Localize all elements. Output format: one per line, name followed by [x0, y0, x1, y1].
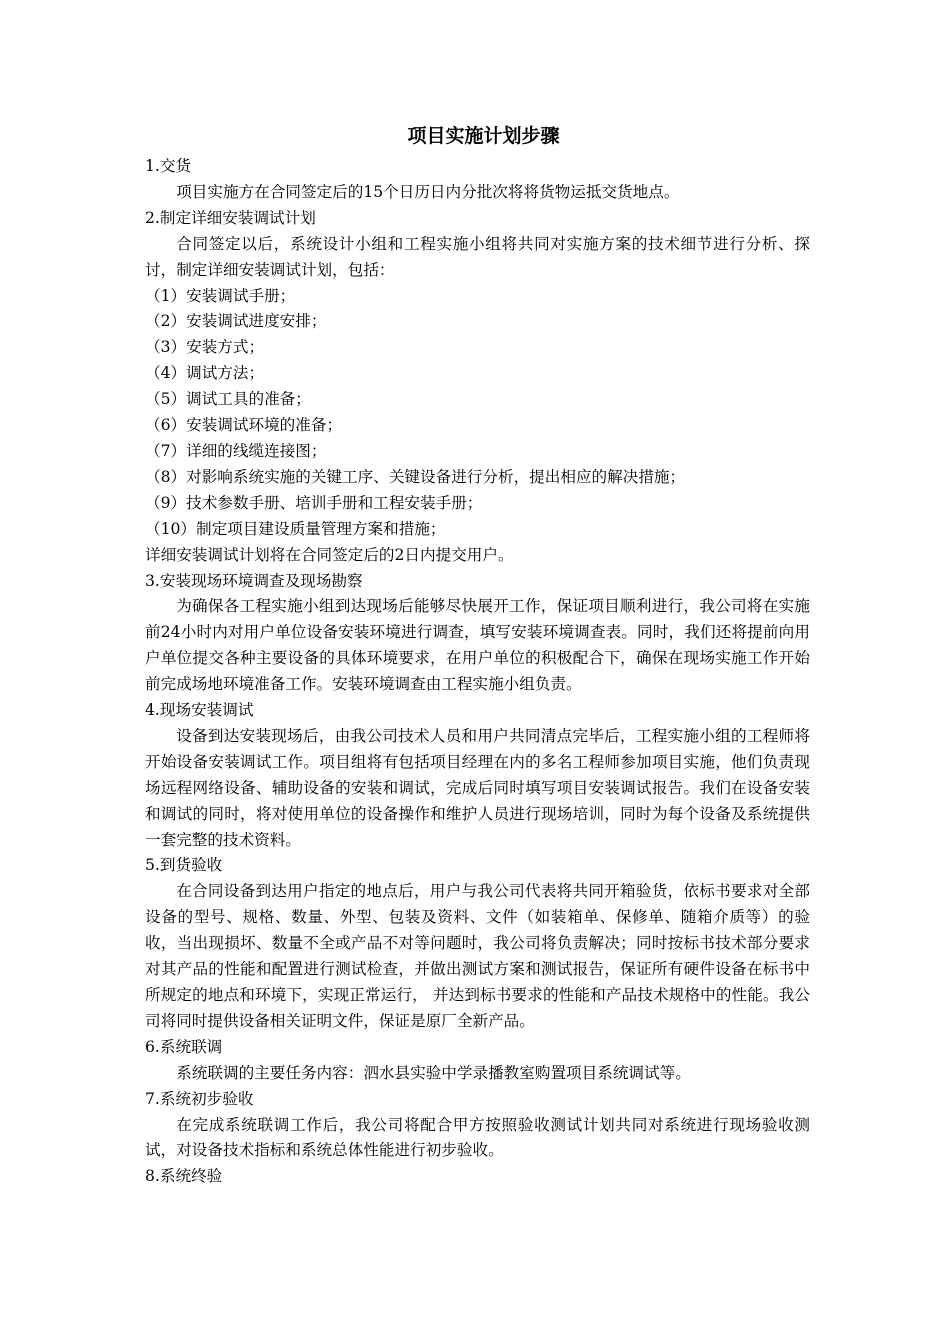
- section-preliminary-acceptance: [145, 1087, 810, 1165]
- list-item: （6）安装调试环境的准备；: [145, 416, 343, 435]
- section-paragraph: 合同签定以后，系统设计小组和工程实施小组将共同对实施方案的技术细节进行分析、探讨，制定详细安装调试计划，包括：: [145, 234, 810, 279]
- section-heading: 7.系统初步验收: [145, 1089, 254, 1108]
- list-item: （4）调试方法；: [145, 364, 265, 383]
- section-site-survey: [145, 569, 810, 699]
- section-paragraph: 在合同设备到达用户指定的地点后，用户与我公司代表将共同开箱验货，依标书要求对全部设备的型号、规格、数量、外型、包装及资料、文件（如装箱单、保修单、随箱介质等）的验收，当出现损坏、数量不全或产品不对等问题时，我公司将负责解决；同时按标书技术部分要求对其产品的性能和配置进行测试检查，并做出测试方案和测试报告，保证所有硬件设备在标书中所规定的地点和环境下，实现正常运行， 并达到标书要求的性能和产品技术规格中的性能。我公司将同时提供设备相关证明文件，保证是原厂全新产品。: [145, 882, 810, 1030]
- list-item: （3）安装方式；: [145, 338, 265, 357]
- list-item: （10）制定项目建设质量管理方案和措施；: [145, 519, 446, 538]
- section-system-integration: [145, 1035, 810, 1087]
- list-item: （2）安装调试进度安排；: [145, 312, 327, 331]
- section-final-acceptance: [145, 1164, 810, 1190]
- document-page: [145, 120, 810, 1190]
- section-delivery: [145, 154, 810, 206]
- section-heading: 8.系统终验: [145, 1167, 223, 1186]
- list-item: （1）安装调试手册；: [145, 286, 296, 305]
- section-heading: 5.到货验收: [145, 856, 223, 875]
- list-item: （8）对影响系统实施的关键工序、关键设备进行分析，提出相应的解决措施；: [145, 467, 686, 486]
- section-install-plan: [145, 206, 810, 569]
- section-heading: 6.系统联调: [145, 1037, 223, 1056]
- section-closing-text: 详细安装调试计划将在合同签定后的2日内提交用户。: [145, 545, 514, 564]
- section-heading: 4.现场安装调试: [145, 701, 254, 720]
- list-item: （9）技术参数手册、培训手册和工程安装手册；: [145, 493, 483, 512]
- section-onsite-install: [145, 698, 810, 853]
- document-title: 项目实施计划步骤: [407, 125, 560, 147]
- section-heading: 3.安装现场环境调查及现场勘察: [145, 571, 363, 590]
- section-heading: 1.交货: [145, 157, 192, 175]
- section-paragraph: 系统联调的主要任务内容：泗水县实验中学录播教室购置项目系统调试等。: [176, 1063, 691, 1082]
- section-paragraph: 设备到达安装现场后，由我公司技术人员和用户共同清点完毕后，工程实施小组的工程师将开始设备安装调试工作。项目组将有包括项目经理在内的多名工程师参加项目实施，他们负责现场远程网络设备、辅助设备的安装和调试，完成后同时填写项目安装调试报告。我们在设备安装和调试的同时，将对使用单位的设备操作和维护人员进行现场培训，同时为每个设备及系统提供一套完整的技术资料。: [145, 726, 810, 849]
- section-arrival-acceptance: [145, 853, 810, 1034]
- section-paragraph: 为确保各工程实施小组到达现场后能够尽快展开工作，保证项目顺利进行，我公司将在实施前24小时内对用户单位设备安装环境进行调查，填写安装环境调查表。同时，我们还将提前向用户单位提交各种主要设备的具体环境要求，在用户单位的积极配合下，确保在现场实施工作开始前完成场地环境准备工作。安装环境调查由工程实施小组负责。: [145, 597, 810, 694]
- list-item: （7）详细的线缆连接图；: [145, 441, 327, 460]
- section-paragraph: 项目实施方在合同签定后的15个日历日内分批次将将货物运抵交货地点。: [176, 182, 680, 201]
- list-item: （5）调试工具的准备；: [145, 390, 311, 409]
- section-paragraph: 在完成系统联调工作后，我公司将配合甲方按照验收测试计划共同对系统进行现场验收测试，对设备技术指标和系统总体性能进行初步验收。: [145, 1115, 810, 1160]
- section-heading: 2.制定详细安装调试计划: [145, 208, 316, 227]
